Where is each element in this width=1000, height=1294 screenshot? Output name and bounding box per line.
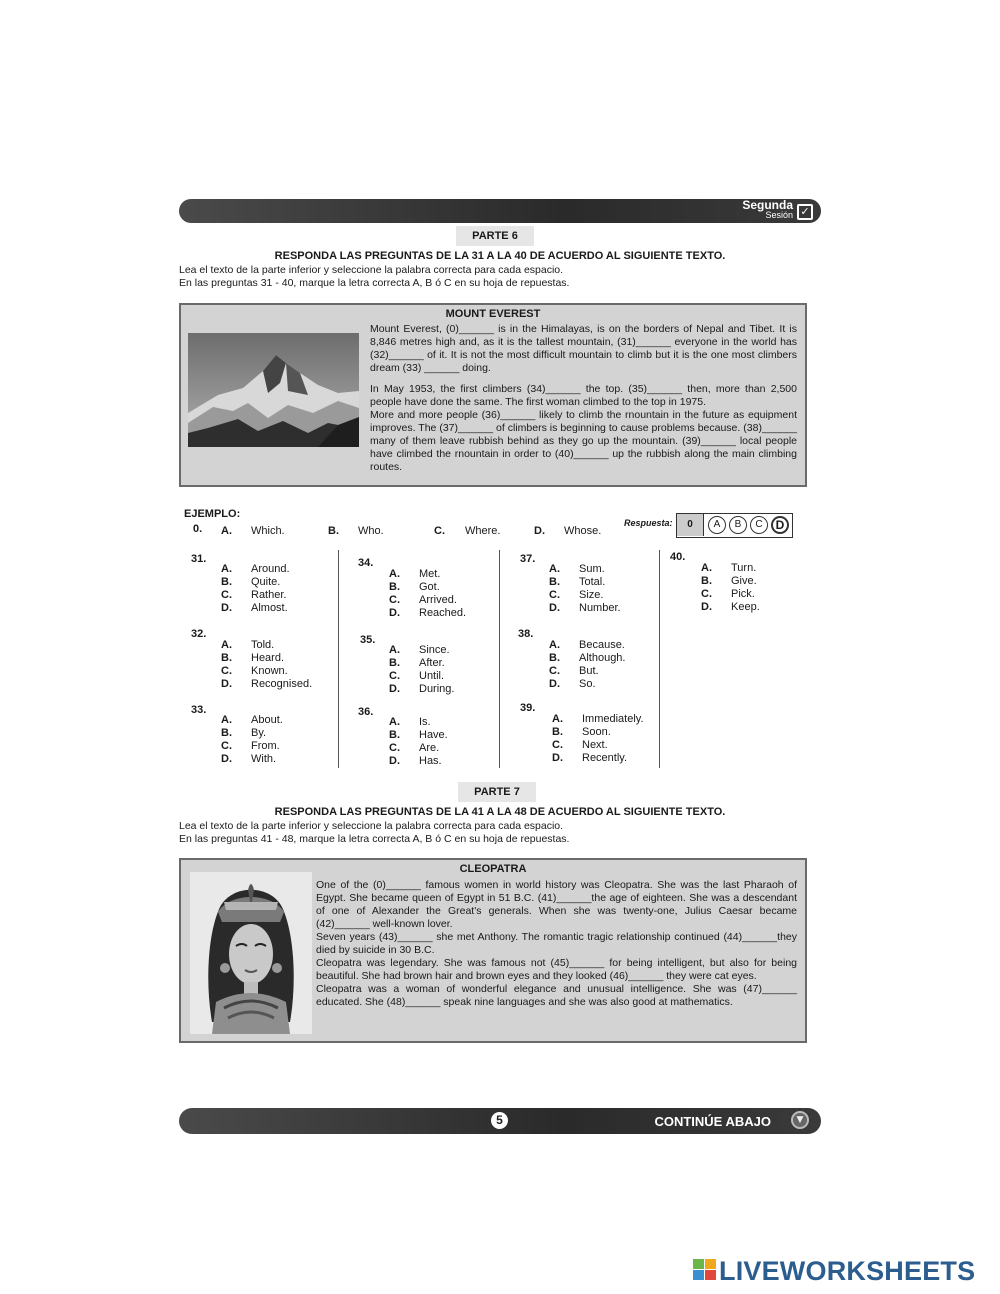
continue-label: CONTINÚE ABAJO bbox=[654, 1114, 771, 1129]
question-number: 33. bbox=[191, 704, 207, 716]
question-number: 37. bbox=[520, 553, 536, 565]
option-text: Until. bbox=[419, 670, 445, 682]
example-option-b[interactable]: Who. bbox=[358, 525, 384, 537]
parte7-instruction-2: En las preguntas 41 - 48, marque la letra correcta A, B ó C en su hoja de repuestas. bbox=[179, 833, 570, 845]
option-text: Are. bbox=[419, 742, 440, 754]
option-text: Almost. bbox=[251, 602, 288, 614]
option-text: Met. bbox=[419, 568, 441, 580]
option-letter: C. bbox=[389, 670, 400, 682]
everest-title: MOUNT EVEREST bbox=[445, 308, 541, 320]
option-letter: B. bbox=[221, 576, 232, 588]
example-label: EJEMPLO: bbox=[184, 508, 241, 520]
question-number: 38. bbox=[518, 628, 534, 640]
parte6-instruction-1: Lea el texto de la parte inferior y seleccione la palabra correcta para cada espacio. bbox=[179, 264, 564, 276]
option-text: Rather. bbox=[251, 589, 287, 601]
option-letter: B. bbox=[221, 727, 232, 739]
option-text: Total. bbox=[579, 576, 606, 588]
option-letter: A. bbox=[221, 563, 232, 575]
cleopatra-paragraph-4: Cleopatra was a woman of wonderful elegance and unusual intelligence. She was (47)______ educated. She (48)______ speak nine languages and she was also good at mathematics. bbox=[316, 983, 797, 1008]
option-text: Because. bbox=[579, 639, 625, 651]
option-text: Got. bbox=[419, 581, 440, 593]
everest-text-box bbox=[179, 303, 807, 487]
option-letter: D. bbox=[389, 755, 400, 767]
answer-bubble-a[interactable]: A bbox=[708, 516, 726, 534]
option-text: Known. bbox=[251, 665, 288, 677]
cleopatra-paragraph-1: One of the (0)______ famous women in world history was Cleopatra. She was the last Pharaoh of Egypt. She became queen of Egypt in 51 B.C. (41)______the age of eighteen. She was a descendant of one of Alexander the Great's generals. When she was twenty-one, Julius Caesar became (42)______ well-known lover. bbox=[316, 879, 797, 930]
example-letter-d: D. bbox=[534, 525, 545, 537]
answer-bubble-b[interactable]: B bbox=[729, 516, 747, 534]
option-letter: A. bbox=[221, 714, 232, 726]
cleopatra-text-box bbox=[179, 858, 807, 1043]
option-text: Recognised. bbox=[251, 678, 313, 690]
option-letter: C. bbox=[552, 739, 563, 751]
session-line2: Sesión bbox=[765, 210, 793, 220]
option-letter: A. bbox=[389, 716, 400, 728]
checkbox-icon: ✓ bbox=[797, 204, 813, 220]
liveworksheets-logo[interactable]: LIVEWORKSHEETS bbox=[719, 1256, 976, 1286]
option-letter: A. bbox=[549, 563, 560, 575]
option-letter: A. bbox=[221, 639, 232, 651]
option-letter: C. bbox=[701, 588, 712, 600]
option-letter: C. bbox=[389, 742, 400, 754]
question-number: 31. bbox=[191, 553, 207, 565]
session-line1: Segunda bbox=[742, 198, 793, 212]
cleopatra-passage bbox=[316, 879, 797, 1009]
option-letter: B. bbox=[221, 652, 232, 664]
option-text: Although. bbox=[579, 652, 626, 664]
session-label bbox=[742, 200, 793, 220]
answer-box bbox=[676, 513, 793, 538]
option-letter: A. bbox=[549, 639, 560, 651]
question-number: 40. bbox=[670, 551, 686, 563]
option-text: Told. bbox=[251, 639, 275, 651]
page-number: 5 bbox=[491, 1112, 508, 1129]
parte6-label: PARTE 6 bbox=[456, 226, 534, 246]
cleopatra-title: CLEOPATRA bbox=[459, 863, 527, 875]
option-letter: D. bbox=[221, 602, 232, 614]
liveworksheets-logo-icon bbox=[693, 1259, 717, 1281]
option-text: Recently. bbox=[582, 752, 628, 764]
question-number: 34. bbox=[358, 557, 374, 569]
everest-paragraph-1: Mount Everest, (0)______ is in the Himalayas, is on the borders of Nepal and Tibet. It is 8,846 metres high and, as it is the tallest mountain, (31)______ everyone in the world has (32)______ of it. It is not the most difficult mountain to climb but it is the one most climbers dream (33) ______ doing. bbox=[370, 323, 797, 374]
option-text: After. bbox=[419, 657, 445, 669]
option-letter: D. bbox=[549, 678, 560, 690]
option-text: During. bbox=[419, 683, 455, 695]
option-text: Reached. bbox=[419, 607, 467, 619]
option-text: Since. bbox=[419, 644, 450, 656]
option-text: But. bbox=[579, 665, 599, 677]
option-text: Heard. bbox=[251, 652, 285, 664]
option-letter: B. bbox=[701, 575, 712, 587]
option-letter: B. bbox=[389, 581, 400, 593]
option-text: Has. bbox=[419, 755, 442, 767]
option-letter: C. bbox=[221, 740, 232, 752]
option-letter: A. bbox=[552, 713, 563, 725]
example-letter-c: C. bbox=[434, 525, 445, 537]
option-text: From. bbox=[251, 740, 280, 752]
option-text: Have. bbox=[419, 729, 448, 741]
option-text: Number. bbox=[579, 602, 621, 614]
option-text: Size. bbox=[579, 589, 604, 601]
cleopatra-paragraph-3: Cleopatra was legendary. She was famous not (45)______ for being intelligent, but also for being beautiful. She had brown hair and brown eyes and they looked (46)______ they were cat eyes. bbox=[316, 957, 797, 982]
mountain-photo bbox=[188, 333, 359, 447]
option-letter: B. bbox=[549, 576, 560, 588]
parte7-instruction-1: Lea el texto de la parte inferior y seleccione la palabra correcta para cada espacio. bbox=[179, 820, 564, 832]
option-letter: A. bbox=[701, 562, 712, 574]
question-number: 35. bbox=[360, 634, 376, 646]
everest-paragraph-3: More and more people (36)______ likely to climb the rnountain in the future as equipment improves. The (37)______ of climbers is beginning to cause problems because. (38)______ many of them leave rubbish behind as they go up the mountain. (39)______ local people have climbed the rnountain in order to (40)______ up the rubbish along the main climbing routes. bbox=[370, 409, 797, 473]
column-divider bbox=[338, 550, 339, 768]
option-letter: B. bbox=[389, 657, 400, 669]
example-option-a[interactable]: Which. bbox=[251, 525, 285, 537]
cleopatra-illustration bbox=[190, 872, 312, 1034]
option-letter: A. bbox=[389, 568, 400, 580]
column-divider bbox=[499, 550, 500, 768]
everest-paragraph-2: In May 1953, the first climbers (34)______ the top. (35)______ then, more than 2,500 people have done the same. The first woman climbed to the top in 1975. bbox=[370, 383, 797, 408]
column-divider bbox=[659, 550, 660, 768]
example-number: 0. bbox=[193, 523, 203, 535]
parte6-heading: RESPONDA LAS PREGUNTAS DE LA 31 A LA 40 DE ACUERDO AL SIGUIENTE TEXTO. bbox=[274, 250, 726, 262]
option-letter: C. bbox=[221, 665, 232, 677]
option-text: Turn. bbox=[731, 562, 757, 574]
question-number: 36. bbox=[358, 706, 374, 718]
option-letter: B. bbox=[549, 652, 560, 664]
option-letter: D. bbox=[389, 683, 400, 695]
example-letter-b: B. bbox=[328, 525, 339, 537]
option-text: Keep. bbox=[731, 601, 760, 613]
option-letter: D. bbox=[221, 678, 232, 690]
arrow-down-icon[interactable]: ▼ bbox=[791, 1111, 809, 1129]
option-text: With. bbox=[251, 753, 277, 765]
option-text: About. bbox=[251, 714, 283, 726]
answer-bubble-d-selected[interactable]: D bbox=[771, 516, 789, 534]
question-number: 32. bbox=[191, 628, 207, 640]
answer-label: Respuesta: bbox=[624, 518, 673, 528]
option-letter: C. bbox=[549, 665, 560, 677]
option-letter: C. bbox=[549, 589, 560, 601]
option-letter: C. bbox=[221, 589, 232, 601]
option-text: Pick. bbox=[731, 588, 755, 600]
option-text: Sum. bbox=[579, 563, 605, 575]
answer-bubble-c[interactable]: C bbox=[750, 516, 768, 534]
bottom-banner bbox=[179, 1108, 821, 1134]
everest-passage bbox=[370, 323, 797, 474]
option-letter: A. bbox=[389, 644, 400, 656]
parte6-instruction-2: En las preguntas 31 - 40, marque la letra correcta A, B ó C en su hoja de repuestas. bbox=[179, 277, 570, 289]
option-letter: D. bbox=[701, 601, 712, 613]
option-letter: C. bbox=[389, 594, 400, 606]
top-banner bbox=[179, 199, 821, 223]
option-text: Arrived. bbox=[419, 594, 457, 606]
example-letter-a: A. bbox=[221, 525, 232, 537]
option-text: Give. bbox=[731, 575, 757, 587]
option-letter: D. bbox=[221, 753, 232, 765]
option-text: By. bbox=[251, 727, 267, 739]
option-letter: D. bbox=[389, 607, 400, 619]
option-letter: B. bbox=[389, 729, 400, 741]
question-number: 39. bbox=[520, 702, 536, 714]
option-letter: B. bbox=[552, 726, 563, 738]
option-letter: D. bbox=[552, 752, 563, 764]
option-text: Quite. bbox=[251, 576, 281, 588]
parte7-label: PARTE 7 bbox=[458, 782, 536, 802]
answer-number: 0 bbox=[677, 514, 704, 536]
example-option-c[interactable]: Where. bbox=[465, 525, 501, 537]
option-text: Next. bbox=[582, 739, 608, 751]
option-text: So. bbox=[579, 678, 596, 690]
option-letter: D. bbox=[549, 602, 560, 614]
parte7-heading: RESPONDA LAS PREGUNTAS DE LA 41 A LA 48 DE ACUERDO AL SIGUIENTE TEXTO. bbox=[274, 806, 726, 818]
option-text: Around. bbox=[251, 563, 290, 575]
option-text: Immediately. bbox=[582, 713, 644, 725]
cleopatra-paragraph-2: Seven years (43)______ she met Anthony. The romantic tragic relationship continued (44)______they died by suicide in 30 B.C. bbox=[316, 931, 797, 956]
example-option-d[interactable]: Whose. bbox=[564, 525, 602, 537]
option-text: Is. bbox=[419, 716, 431, 728]
option-text: Soon. bbox=[582, 726, 611, 738]
